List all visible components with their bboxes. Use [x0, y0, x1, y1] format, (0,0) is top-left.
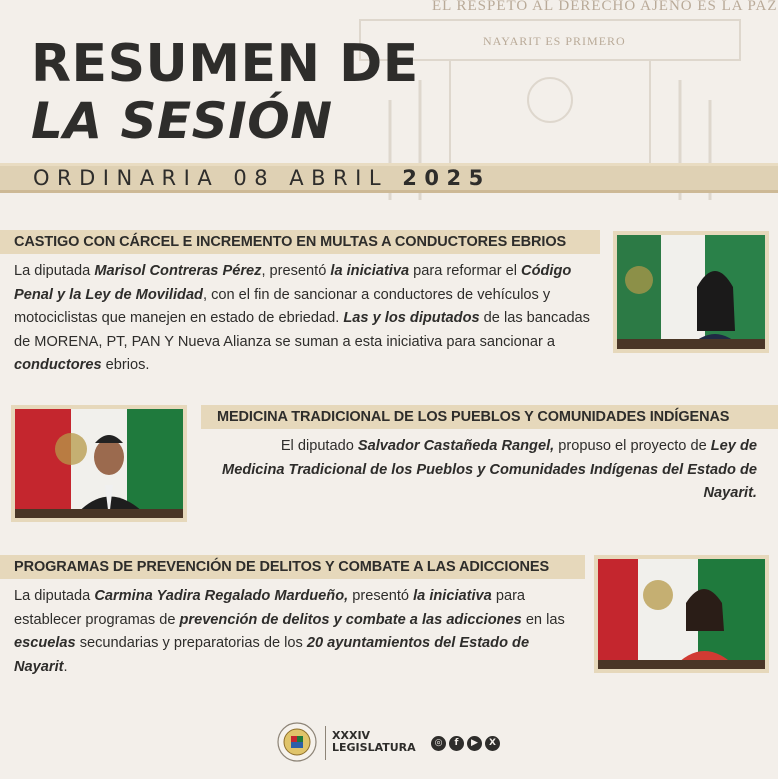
- body-text-run: secundarias y preparatorias de los: [75, 635, 307, 651]
- body-text-run: propuso el proyecto de: [554, 438, 711, 454]
- speaker-woman-2-photo: [598, 559, 765, 669]
- body-text-run: de las bancadas de MORENA, PT, PAN Y Nueva Alianza se suman a esta iniciativa para sancionar a: [14, 310, 590, 350]
- section-1-heading-text: CASTIGO CON CÁRCEL E INCREMENTO EN MULTAS A CONDUCTORES EBRIOS: [14, 234, 567, 250]
- emphasis-text: Carmina Yadira Regalado Mardueño,: [94, 588, 349, 604]
- section-1-heading: [0, 230, 600, 254]
- emphasis-text: la iniciativa: [413, 588, 492, 604]
- facebook-icon[interactable]: f: [449, 736, 464, 751]
- body-text-run: para establecer programas de: [14, 588, 526, 628]
- emphasis-text: la iniciativa: [330, 263, 410, 279]
- speaker-man-photo: [15, 409, 183, 518]
- body-text-run: ebrios.: [101, 357, 150, 373]
- section-3-body: [14, 585, 580, 679]
- body-text-run: La diputada: [14, 588, 95, 604]
- section-2-heading-text: MEDICINA TRADICIONAL DE LOS PUEBLOS Y COMUNIDADES INDÍGENAS: [217, 409, 730, 425]
- page-title-line-2: LA SESIÓN: [31, 92, 333, 150]
- youtube-icon[interactable]: ▶: [467, 736, 482, 751]
- section-1-photo: [613, 231, 769, 353]
- footer-divider: [325, 726, 326, 760]
- section-3-heading: [0, 555, 585, 579]
- emphasis-text: prevención de delitos y combate a las adicciones: [179, 611, 522, 628]
- emphasis-text: escuelas: [14, 635, 76, 651]
- emphasis-text: Salvador Castañeda Rangel,: [357, 438, 555, 454]
- section-2-heading: [201, 405, 778, 429]
- legislature-number: XXXIV: [332, 729, 371, 742]
- session-label: ORDINARIA 08 ABRIL: [33, 166, 389, 190]
- emphasis-text: Ley de Medicina Tradicional de los Pueblos y Comunidades Indígenas del Estado de Nayarit.: [222, 438, 757, 501]
- state-seal-icon: [277, 722, 317, 762]
- legislature-label: LEGISLATURA: [332, 741, 416, 754]
- emphasis-text: Las y los diputados: [343, 310, 480, 326]
- legislature-logo-text: [332, 730, 416, 754]
- emphasis-text: conductores: [14, 357, 102, 373]
- emphasis-text: Código Penal y la Ley de Movilidad: [14, 263, 572, 303]
- speaker-woman-photo: [617, 235, 765, 349]
- session-year: 2025: [402, 166, 491, 190]
- body-text-run: .: [63, 658, 68, 675]
- body-text-run: en las: [521, 611, 565, 628]
- emphasis-text: 20 ayuntamientos del Estado de Nayarit: [14, 635, 530, 675]
- body-text-run: La diputada: [14, 263, 95, 279]
- body-text-run: , con el fin de sancionar a conductores de vehículos y motociclistas que manejen en estado de ebriedad.: [14, 286, 551, 326]
- instagram-icon[interactable]: ◎: [431, 736, 446, 751]
- footer: [277, 722, 507, 766]
- section-1-body: [14, 260, 592, 378]
- background-motto-2: NAYARIT ES PRIMERO: [483, 34, 626, 48]
- emphasis-text: Marisol Contreras Pérez: [94, 263, 262, 279]
- section-2-photo: [11, 405, 187, 522]
- page-title-line-1: RESUMEN DE: [31, 34, 419, 94]
- x-icon[interactable]: X: [485, 736, 500, 751]
- body-text-run: El diputado: [280, 438, 358, 454]
- section-3-heading-text: PROGRAMAS DE PREVENCIÓN DE DELITOS Y COMBATE A LAS ADICCIONES: [14, 559, 550, 575]
- body-text-run: , presentó: [261, 263, 331, 279]
- session-date: [33, 166, 491, 190]
- body-text-run: presentó: [348, 588, 414, 604]
- body-text-run: para reformar el: [409, 263, 522, 279]
- background-motto-1: EL RESPETO AL DERECHO AJENO ES LA PAZ: [432, 0, 778, 14]
- section-3-photo: [594, 555, 769, 673]
- section-2-body: [216, 435, 757, 506]
